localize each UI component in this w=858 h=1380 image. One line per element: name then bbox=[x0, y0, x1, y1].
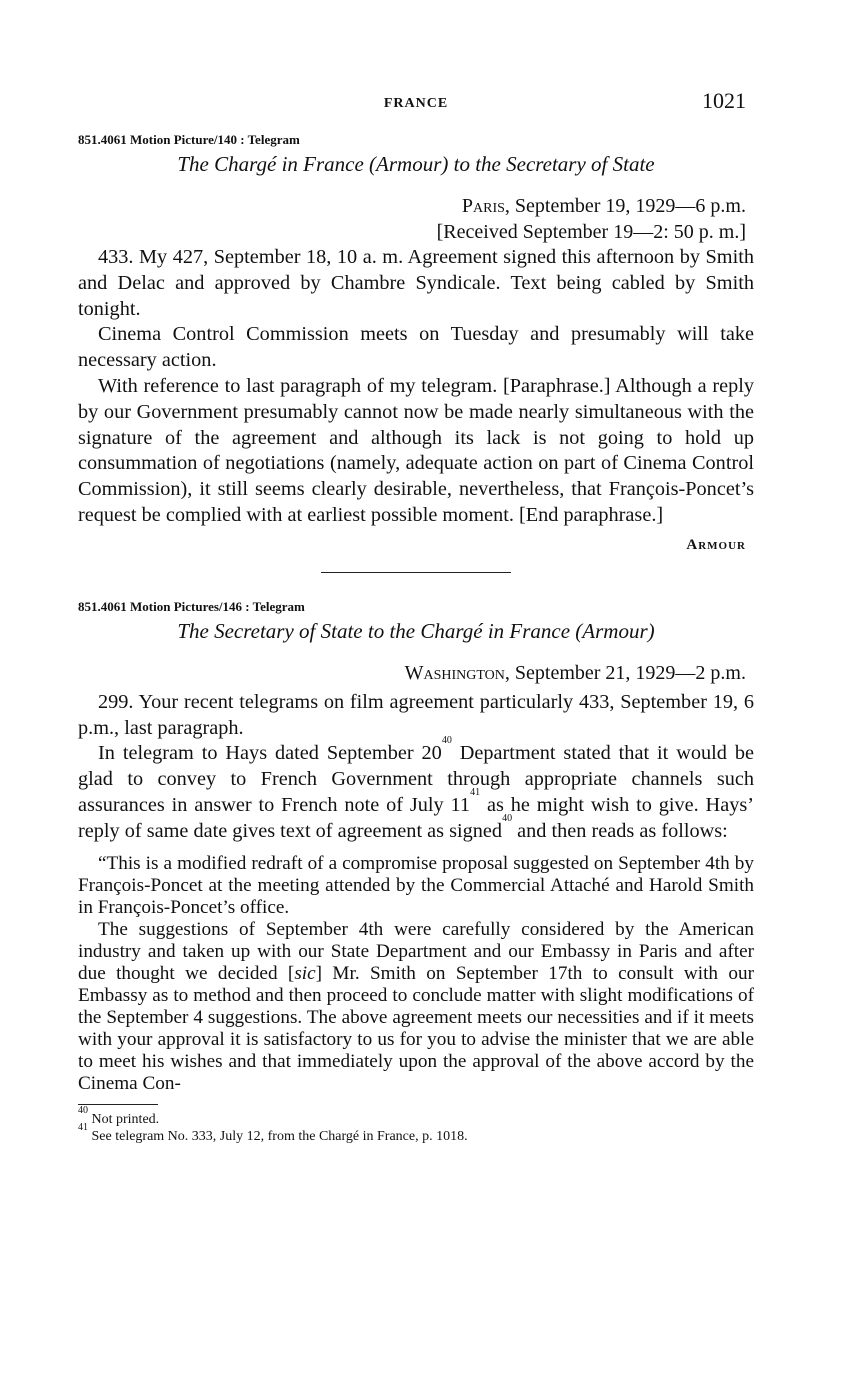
dateline bbox=[78, 193, 754, 219]
text-run: as he might wish to give. Hays’ reply of same date gives text of agreement as signed bbox=[78, 793, 754, 842]
document-title: The Secretary of State to the Chargé in France (Armour) bbox=[177, 618, 655, 643]
footnote-mark: 41 bbox=[78, 1121, 88, 1133]
document-page bbox=[78, 88, 754, 1145]
footnote bbox=[78, 1104, 754, 1128]
dateline-place: Paris bbox=[461, 195, 505, 217]
text-run: Department stated that it would be glad to convey to French Government through appropriate channels such assurances in answer to French note of July 11 bbox=[78, 742, 754, 816]
running-header bbox=[78, 88, 754, 116]
footnote-rule bbox=[78, 1104, 158, 1105]
footnote-mark: 40 bbox=[78, 1104, 88, 1116]
running-title: FRANCE bbox=[383, 96, 449, 111]
footnote-text: Not printed. bbox=[91, 1111, 160, 1127]
quoted-text bbox=[78, 853, 754, 1096]
file-reference: 851.4061 Motion Picture/140 : Telegram bbox=[78, 132, 300, 147]
document-title: The Chargé in France (Armour) to the Secretary of State bbox=[177, 152, 655, 176]
text-run: In telegram to Hays dated September 20 bbox=[98, 742, 442, 765]
text-run: and then reads as follows: bbox=[512, 819, 728, 842]
file-reference: 851.4061 Motion Pictures/146 : Telegram bbox=[78, 598, 305, 614]
signature: Armour bbox=[686, 536, 746, 553]
sic-mark: sic bbox=[294, 963, 316, 985]
dateline-place: Washington bbox=[404, 661, 505, 684]
page-number: 1021 bbox=[702, 88, 746, 113]
dateline bbox=[78, 660, 754, 686]
footnote-ref: 40 bbox=[502, 812, 513, 824]
section-divider bbox=[321, 572, 511, 573]
quote-paragraph bbox=[78, 919, 754, 1096]
footnote bbox=[78, 1121, 754, 1145]
body-paragraph: Cinema Control Commission meets on Tuesday and presumably will take necessary action. bbox=[78, 323, 754, 372]
received-line: [Received September 19—2: 50 p. m.] bbox=[436, 221, 746, 243]
dateline-date: , September 19, 1929—6 p.m. bbox=[504, 195, 746, 217]
text-run: The suggestions of September 4th were carefully considered by the American industry and taken up with our State Department and our Embassy in Paris and after due thought we decided [ bbox=[78, 918, 754, 985]
dateline-date: , September 21, 1929—2 p.m. bbox=[504, 661, 746, 684]
body-paragraph: 299. Your recent telegrams on film agreement particularly 433, September 19, 6 p.m., last paragraph. bbox=[78, 690, 754, 739]
body-paragraph: 433. My 427, September 18, 10 a. m. Agreement signed this afternoon by Smith and Delac and approved by Chambre Syndicale. Text being cabled by Smith tonight. bbox=[78, 246, 754, 320]
text-run: ] Mr. Smith on September 17th to consult with our Embassy as to method and then proceed to conclude matter with slight modifications of the September 4 suggestions. The above agreement meets our necessities and if it meets with your approval it is satisfactory to us for you to advise the minister that we are able to meet his wishes and that immediately upon the approval of the above accord by the Cinema Con- bbox=[78, 963, 754, 1095]
footnote-text: See telegram No. 333, July 12, from the Chargé in France, p. 1018. bbox=[91, 1128, 468, 1144]
body-paragraph bbox=[78, 735, 754, 844]
footnote-ref: 40 bbox=[441, 735, 452, 747]
quote-paragraph: “This is a modified redraft of a compromise proposal suggested on September 4th by François-Poncet at the meeting attended by the Commercial Attaché and Harold Smith in François-Poncet’s office. bbox=[78, 852, 754, 918]
body-paragraph: With reference to last paragraph of my telegram. [Paraphrase.] Although a reply by our Government presumably cannot now be made nearly simultaneous with the signature of the agreement and although its lack is not going to hold up consummation of negotiations (namely, adequate action on part of Cinema Control Commission), it still seems clearly desirable, nevertheless, that François-Poncet’s request be complied with at earliest possible moment. [End paraphrase.] bbox=[78, 374, 754, 526]
footnote-ref: 41 bbox=[470, 786, 481, 798]
